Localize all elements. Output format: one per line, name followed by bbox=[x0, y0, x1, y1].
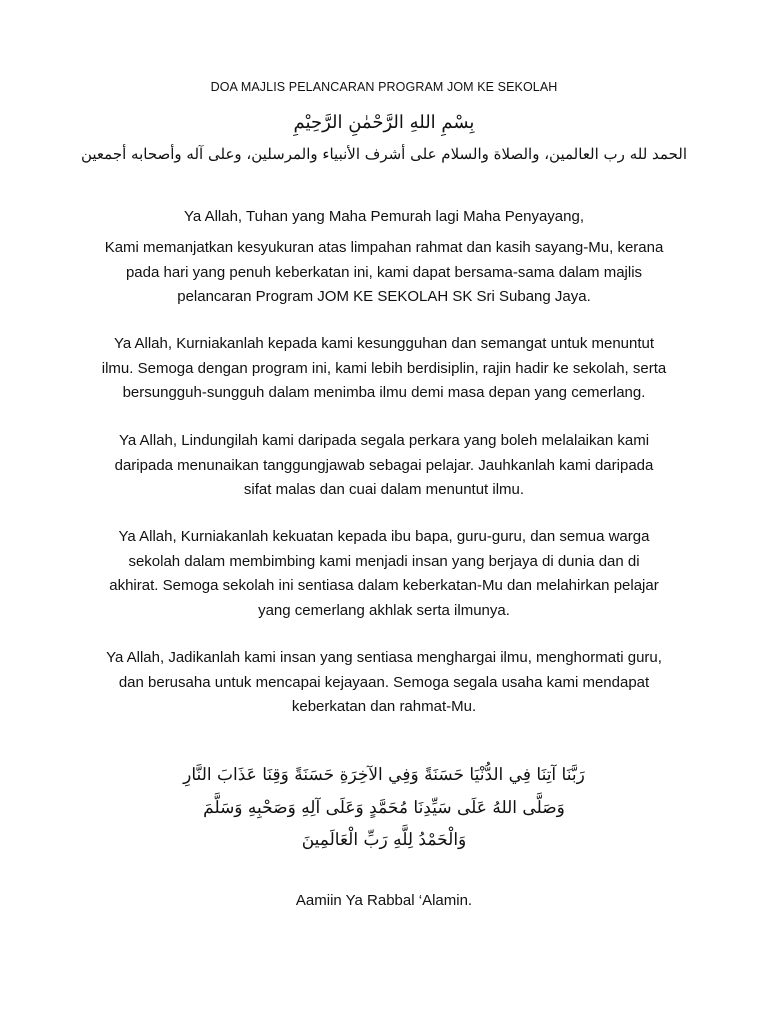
paragraph-line: Kami memanjatkan kesyukuran atas limpahan rahmat dan kasih sayang-Mu, kerana bbox=[104, 239, 664, 256]
closing-dua-line: وَالْحَمْدُ لِلَّهِ رَبِّ الْعَالَمِينَ bbox=[301, 830, 467, 850]
closing-dua-line: وَصَلَّى اللهُ عَلَى سَيِّدِنَا مُحَمَّدٍ وَعَلَى آلِهِ وَصَحْبِهِ وَسَلَّمَ bbox=[203, 798, 565, 818]
paragraph-line: sekolah dalam membimbing kami menjadi insan yang berjaya di dunia dan di bbox=[128, 552, 640, 570]
basmala: بِسْمِ اللهِ الرَّحْمٰنِ الرَّحِيْمِ bbox=[293, 112, 475, 133]
paragraph-line: akhirat. Semoga sekolah ini sentiasa dalam keberkatan-Mu dan melahirkan pelajar bbox=[109, 577, 659, 594]
hamdalah-line: الحمد لله رب العالمين، والصلاة والسلام على أشرف الأنبياء والمرسلين، وعلى آله وأصحابه أجمعين bbox=[80, 145, 688, 163]
document-title: DOA MAJLIS PELANCARAN PROGRAM JOM KE SEKOLAH bbox=[210, 80, 558, 94]
paragraph-protection bbox=[0, 429, 768, 503]
paragraph-line: Ya Allah, Jadikanlah kami insan yang sentiasa menghargai ilmu, menghormati guru, bbox=[106, 649, 662, 666]
paragraph-diligence bbox=[0, 332, 768, 406]
paragraph-line: bersungguh-sungguh dalam menimba ilmu demi masa depan yang cemerlang. bbox=[122, 384, 646, 401]
paragraph-line: Ya Allah, Kurniakanlah kepada kami kesungguhan dan semangat untuk menuntut bbox=[113, 335, 655, 352]
paragraph-line: daripada menunaikan tanggungjawab sebagai pelajar. Jauhkanlah kami daripada bbox=[114, 456, 654, 474]
paragraph-parents-teachers bbox=[0, 525, 768, 623]
paragraph-gratitude bbox=[0, 236, 768, 310]
closing-amin: Aamiin Ya Rabbal ‘Alamin. bbox=[295, 892, 473, 909]
closing-dua-line: رَبَّنَا آتِنَا فِي الدُّنْيَا حَسَنَةً وَفِي الآخِرَةِ حَسَنَةً وَقِنَا عَذَابَ النَّارِ bbox=[183, 765, 585, 785]
paragraph-line: pada hari yang penuh keberkatan ini, kami dapat bersama-sama dalam majlis bbox=[125, 263, 643, 281]
paragraph-line: Ya Allah, Lindungilah kami daripada segala perkara yang boleh melalaikan kami bbox=[118, 432, 650, 449]
paragraph-line: yang cemerlang akhlak serta ilmunya. bbox=[258, 601, 510, 619]
paragraph-line: sifat malas dan cuai dalam menuntut ilmu. bbox=[243, 481, 525, 498]
paragraph-line: dan berusaha untuk mencapai kejayaan. Semoga segala usaha kami mendapat bbox=[118, 673, 650, 691]
paragraph-line: Ya Allah, Kurniakanlah kekuatan kepada ibu bapa, guru-guru, dan semua warga bbox=[118, 528, 650, 545]
paragraph-respect-knowledge bbox=[0, 646, 768, 720]
paragraph-line: pelancaran Program JOM KE SEKOLAH SK Sri Subang Jaya. bbox=[177, 288, 591, 305]
greeting-line: Ya Allah, Tuhan yang Maha Pemurah lagi Maha Penyayang, bbox=[184, 208, 584, 225]
paragraph-line: ilmu. Semoga dengan program ini, kami lebih berdisiplin, rajin hadir ke sekolah, serta bbox=[101, 359, 667, 377]
paragraph-line: keberkatan dan rahmat-Mu. bbox=[291, 698, 477, 715]
